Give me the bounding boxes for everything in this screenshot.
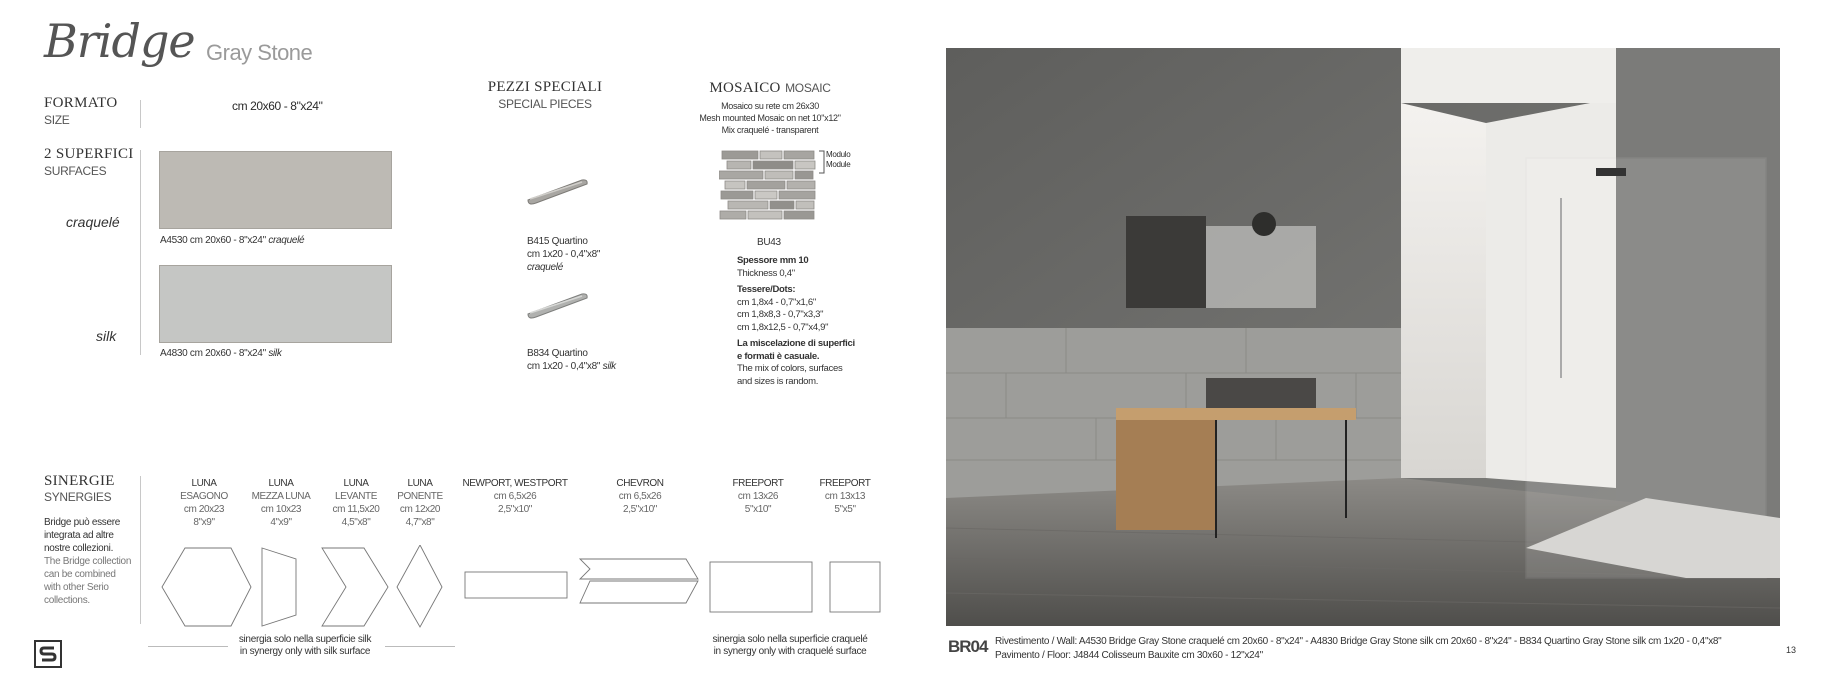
divider <box>140 476 141 624</box>
sinergie-label: SINERGIE <box>44 473 115 489</box>
piece1-name: B415 Quartino <box>527 236 588 247</box>
tile-craquele-caption: A4530 cm 20x60 - 8"x24" craquelé <box>160 235 305 246</box>
synergy-luna-levante: LUNA LEVANTE cm 11,5x20 4,5"x8" <box>332 478 380 528</box>
piece1-finish: craquelé <box>527 262 563 273</box>
pezzi-label: PEZZI SPECIALI <box>487 79 603 95</box>
piece2-caption: cm 1x20 - 0,4"x8" silk <box>527 361 616 372</box>
bathroom-photo <box>946 48 1780 626</box>
photo-code: BR04 <box>948 637 988 656</box>
formato-label: FORMATO <box>44 95 118 111</box>
size-label: SIZE <box>44 113 70 127</box>
synergies-label: SYNERGIES <box>44 490 112 504</box>
levante-shape <box>322 548 388 626</box>
page-number: 13 <box>1786 645 1797 655</box>
chevron-shape-top <box>580 559 698 579</box>
freeport-rect-shape <box>710 562 812 612</box>
divider <box>140 100 141 128</box>
note-silk: sinergia solo nella superficie silk in synergy only with silk surface <box>238 634 372 657</box>
half-moon-shape <box>262 548 296 626</box>
synergy-shapes <box>150 545 890 630</box>
newport-shape <box>465 572 567 598</box>
craquele-label: craquelé <box>66 214 120 230</box>
mosaic-sheet <box>719 149 819 229</box>
serio-logo-icon <box>34 640 62 668</box>
collection-title: Bridge <box>44 14 195 68</box>
synergy-freeport-13x26: FREEPORT cm 13x26 5"x10" <box>732 478 784 515</box>
synergy-luna-mezza-luna: LUNA MEZZA LUNA cm 10x23 4"x9" <box>251 478 311 528</box>
hexagon-shape <box>162 548 251 626</box>
synergy-luna-esagono: LUNA ESAGONO cm 20x23 8"x9" <box>180 478 228 528</box>
quartino-piece-craquele <box>524 176 590 206</box>
tile-silk-caption: A4830 cm 20x60 - 8"x24" silk <box>160 348 282 359</box>
chevron-shape-bottom <box>580 581 698 603</box>
superfici-label: 2 SUPERFICI <box>44 146 134 162</box>
mosaico-label: MOSAICO MOSAIC <box>709 80 831 96</box>
piece1-size: cm 1x20 - 0,4"x8" <box>527 249 601 260</box>
synergy-freeport-13x13: FREEPORT cm 13x13 5"x5" <box>819 478 871 515</box>
tile-silk <box>159 265 392 343</box>
special-pieces-label: SPECIAL PIECES <box>498 97 592 111</box>
synergy-chevron: CHEVRON cm 6,5x26 2,5"x10" <box>616 478 664 515</box>
mosaic-specs: Spessore mm 10 Thickness 0,4" Tessere/Dots: cm 1,8x4 - 0,7"x1,6" cm 1,8x8,3 - 0,7"x3,3" cm 1,8x12,5 - 0,7"x4,9" La miscelazione di superfici e formati è casuale. The mix of colors, surfaces and sizes is random. <box>737 255 855 387</box>
divider <box>140 150 141 355</box>
tile-craquele <box>159 151 392 229</box>
collection-subtitle: Gray Stone <box>206 40 313 65</box>
piece2-name: B834 Quartino <box>527 348 588 359</box>
module-label: Modulo Module <box>826 150 851 169</box>
note-craquele: sinergia solo nella superficie craquelé in synergy only with craquelé surface <box>712 634 868 657</box>
synergy-newport-westport: NEWPORT, WESTPORT cm 6,5x26 2,5"x10" <box>462 478 568 515</box>
quartino-piece-silk <box>524 290 590 320</box>
ponente-shape <box>397 545 442 627</box>
synergy-luna-ponente: LUNA PONENTE cm 12x20 4,7"x8" <box>397 478 443 528</box>
formato-value: cm 20x60 - 8"x24" <box>232 99 323 113</box>
note-line-left <box>148 646 228 647</box>
freeport-square-shape <box>830 562 880 612</box>
surfaces-label: SURFACES <box>44 164 107 178</box>
mosaico-description: Mosaico su rete cm 26x30 Mesh mounted Mosaic on net 10"x12" Mix craquelé - transparent <box>699 101 841 135</box>
photo-caption: Rivestimento / Wall: A4530 Bridge Gray Stone craquelé cm 20x60 - 8"x24" - A4830 Bridge Gray Stone silk cm 20x60 - 8"x24" - B834 Quartino Gray Stone silk cm 1x20 - 0,4"x8" Pavimento / Floor: J4844 Colisseum Bauxite cm 30x60 - 12"x24" <box>995 636 1722 661</box>
mosaic-code: BU43 <box>757 237 781 248</box>
sinergie-description: Bridge può essere integrata ad altre nostre collezioni. The Bridge collection can be combined with other Serio collections. <box>44 517 132 606</box>
silk-label: silk <box>96 328 117 344</box>
note-line-right <box>385 646 455 647</box>
